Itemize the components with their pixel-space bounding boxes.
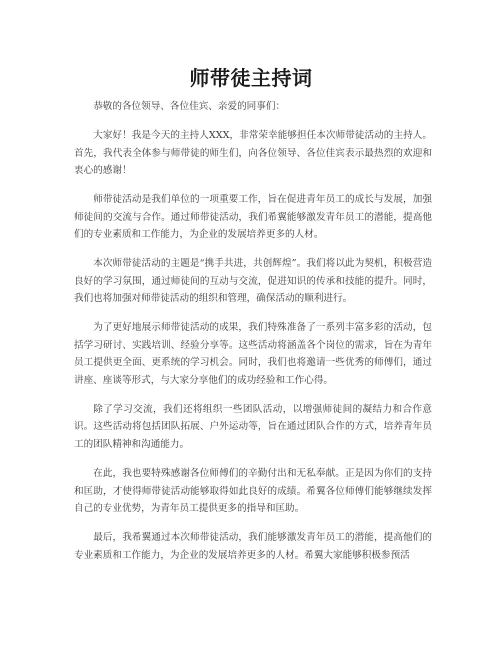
paragraph-opening: 大家好！我是今天的主持人XXX，非常荣幸能够担任本次师带徒活动的主持人。首先，我代表全体参与师带徒的师生们，向各位领导、各位佳宾表示最热烈的欢迎和衷心的感谢！ [74, 130, 432, 177]
paragraph-theme: 本次师带徒活动的主题是“携手共进，共创辉煌”。我们将以此为契机，积极营造良好的学习氛围，通过师徒间的互动与交流，促进知识的传承和技能的提升。同时，我们也将加强对师带徒活动的组织和管理，确保活动的顺利进行。 [74, 258, 432, 305]
paragraph-purpose: 师带徒活动是我们单位的一项重要工作，旨在促进青年员工的成长与发展，加强师徒间的交流与合作。通过师带徒活动，我们希翼能够激发青年员工的潜能，提高他们的专业素质和工作能力，为企业的发展培养更多的人材。 [74, 194, 432, 241]
paragraph-team: 除了学习交流，我们还将组织一些团队活动，以增强师徒间的凝结力和合作意识。这些活动将包括团队拓展、户外运动等，旨在通过团队合作的方式，培养青年员工的团队精神和沟通能力。 [74, 403, 432, 450]
paragraph-activities: 为了更好地展示师带徒活动的成果，我们特殊准备了一系列丰富多彩的活动，包括学习研讨、实践培训、经验分享等。这些活动将涵盖各个岗位的需求，旨在为青年员工提供更全面、更系统的学习机会。同时，我们也将邀请一些优秀的师傅们，通过讲座、座谈等形式，与大家分享他们的成功经验和工作心得。 [74, 322, 432, 386]
document-title: 师带徒主持词 [189, 66, 313, 90]
paragraph-closing: 最后，我希翼通过本次师带徒活动，我们能够激发青年员工的潜能，提高他们的专业素质和工作能力，为企业的发展培养更多的人材。希翼大家能够积极参预活 [74, 532, 432, 561]
document-body [74, 98, 432, 576]
paragraph-greeting: 恭敬的各位领导、各位佳宾、亲爱的同事们： [93, 101, 286, 112]
paragraph-thanks: 在此，我也要特殊感谢各位师傅们的辛勤付出和无私奉献。正是因为你们的支持和匡助，才使得师带徒活动能够取得如此良好的成绩。希翼各位师傅们能够继续发挥自己的专业优势，为青年员工提供更多的指导和匡助。 [74, 468, 432, 515]
